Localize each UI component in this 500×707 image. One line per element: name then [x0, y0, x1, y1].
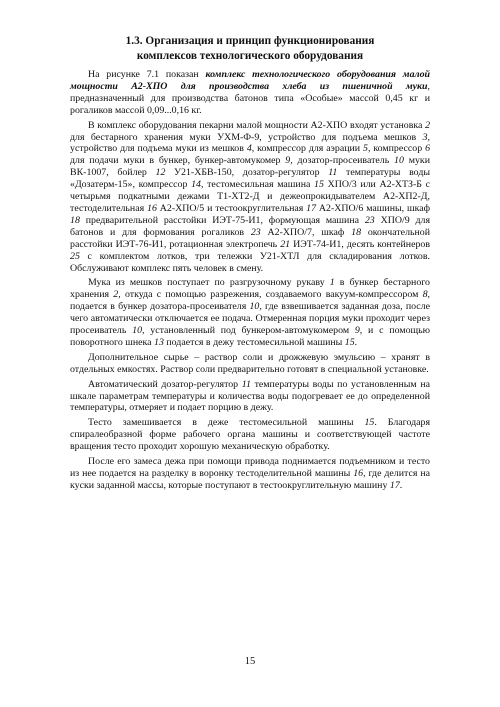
text-run: для подачи муки в бункер, бункер-автомукомер	[70, 155, 286, 167]
figure-ref: 12	[155, 167, 166, 179]
text-run: , где делится на куски заданной массы, которые поступают в тестоокруглительную машину	[70, 468, 430, 491]
figure-ref: 10	[394, 155, 404, 167]
text-run: , дозатор-просеиватель	[290, 155, 395, 167]
text-run: ИЭТ-74-И1, десять контейнеров	[290, 238, 430, 250]
figure-ref: 11	[328, 167, 338, 179]
text-run: , где взвешивается заданная доза, после чего автоматически отключается ее подача. Отмеренная порция муки проходит через просеиватель	[70, 301, 430, 337]
text-run: А2-ХПО/5 и тестоокруглительная	[156, 202, 307, 214]
body-text	[70, 69, 430, 492]
text-run: , тестомесильная машина	[200, 179, 315, 191]
figure-ref: 13	[154, 336, 164, 348]
figure-ref: 9	[354, 325, 360, 337]
figure-ref: 2	[425, 119, 430, 131]
figure-ref: 10	[132, 325, 143, 337]
text-run: , компрессор для аэрации	[251, 143, 364, 155]
text-run: .	[399, 479, 403, 491]
text-run: , и с помощью поворотного шнека	[70, 325, 430, 348]
figure-ref: 23	[364, 214, 375, 226]
figure-ref: 10	[249, 301, 260, 313]
text-run: Мука из мешков поступает по разгрузочному рукаву	[88, 277, 330, 289]
text-run: , откуда с помощью разрежения, создаваемого вакуум-компрессором	[118, 289, 423, 301]
figure-ref: 4	[246, 143, 252, 155]
figure-ref: 5	[363, 143, 368, 155]
paragraph-2	[70, 120, 430, 275]
text-run: У21-ХБВ-150, дозатор-регулятор	[165, 167, 329, 179]
text-run: Автоматический дозатор-регулятор	[88, 378, 242, 390]
figure-ref: 18	[70, 214, 80, 226]
figure-ref: 23	[250, 226, 261, 238]
paragraph-5	[70, 379, 430, 415]
text-run: , предназначенный для производства батонов типа «Особые» массой 0,45 кг и рогаликов массой 0,09...0,16 кг.	[70, 80, 430, 116]
text-run: А2-ХПО/7, шкаф	[260, 226, 352, 238]
paragraph-3	[70, 277, 430, 348]
text-run: , установленный под бункером-автомукомером	[142, 325, 355, 337]
figure-ref: 6	[425, 143, 430, 155]
text-run: . Благодаря спиралеобразной форме рабочего органа машины и соответствующей частоте вращения тесто проходит хорошую механическую обработку.	[70, 417, 430, 453]
text-run: с комплектом лотков, три тележки У21-ХТЛ для складирования лотков. Обслуживают комплекс пять человек в смену.	[70, 250, 430, 274]
text-run: в бункер бестарного хранения	[70, 277, 430, 301]
paragraph-4	[70, 352, 430, 376]
figure-ref: 3	[422, 131, 428, 143]
section-heading	[70, 34, 430, 63]
page-number: 15	[244, 656, 256, 667]
figure-ref: 15	[314, 179, 324, 191]
text-run: подается в дежу тестомесильной машины	[163, 336, 345, 348]
figure-ref: 11	[241, 378, 251, 390]
text-run: окончательной расстойки ИЭТ-76-И1, ротационная электропечь	[70, 226, 431, 250]
paragraph-6	[70, 417, 430, 453]
figure-ref: 1	[329, 277, 335, 289]
figure-ref: 14	[191, 179, 201, 191]
figure-ref: 15	[364, 417, 375, 429]
text-run: температуры воды по установленным на шкале параметрам температуры и количества воды подогревает ее до определенной температуры, отмеряет и подает порцию в дежу.	[70, 378, 430, 414]
figure-ref: 17	[306, 202, 317, 214]
text-run: , устройство для подъема муки из мешков	[70, 131, 430, 155]
text-run: , компрессор	[367, 143, 426, 155]
figure-ref: 17	[389, 479, 400, 491]
emphasis-text: комплекс технологического оборудования малой мощности А2-ХПО для производства хлеба из пшеничной муки	[70, 69, 431, 92]
text-run: Тесто замешивается в деже тестомесильной машины	[88, 417, 365, 429]
figure-ref: 2	[113, 289, 119, 301]
text-run: В комплекс оборудования пекарни малой мощности А2-ХПО входят установка	[88, 119, 426, 131]
figure-ref: 16	[353, 468, 364, 479]
section-heading-line-2: комплексов технологического оборудования	[136, 49, 364, 62]
figure-ref: 25	[70, 250, 80, 262]
text-run: муки ВК-1007, бойлер	[70, 155, 430, 179]
text-run: ХПО/3 или А2-ХТЗ-Б с четырьмя подкатными дежами Т1-ХТ2-Д и дежеопрокидывателем А2-ХП2-Д, тестоделительная	[70, 179, 431, 214]
text-run: для бестарного хранения муки УХМ-Ф-9, устройство для подъема мешков	[70, 131, 423, 143]
text-run: температуры воды «Дозатерм-15», компрессор	[70, 167, 430, 191]
figure-ref: 16	[147, 202, 157, 214]
figure-ref: 15	[344, 336, 355, 348]
figure-ref: 18	[351, 226, 361, 238]
figure-ref: 21	[280, 238, 291, 250]
text-run: предварительной расстойки ИЭТ-75-И1, формующая машина	[79, 214, 365, 226]
paragraph-1	[70, 69, 430, 117]
figure-ref: 9	[285, 155, 291, 167]
text-run: ХПО/9 для батонов и для формования рогаликов	[70, 214, 430, 238]
text-run: После его замеса дежа при помощи привода поднимается подъемником и тесто из нее подается на разделку в воронку тестоделительной машины	[70, 456, 430, 479]
text-run: .	[354, 336, 358, 348]
text-run: Дополнительное сырье – раствор соли и дрожжевую эмульсию – хранят в отдельных емкостях. Раствор соли предварительно готовят в специальной установке.	[70, 351, 430, 375]
text-run: , подается в бункер дозатора-просеивателя	[70, 289, 430, 313]
paragraph-7	[70, 456, 430, 492]
text-run: А2-ХПО/6 машины, шкаф	[316, 202, 431, 214]
figure-ref: 8	[422, 289, 428, 301]
section-heading-line-1: 1.3. Организация и принцип функционирования	[125, 35, 375, 47]
text-run: На рисунке 7.1 показан	[88, 69, 206, 80]
